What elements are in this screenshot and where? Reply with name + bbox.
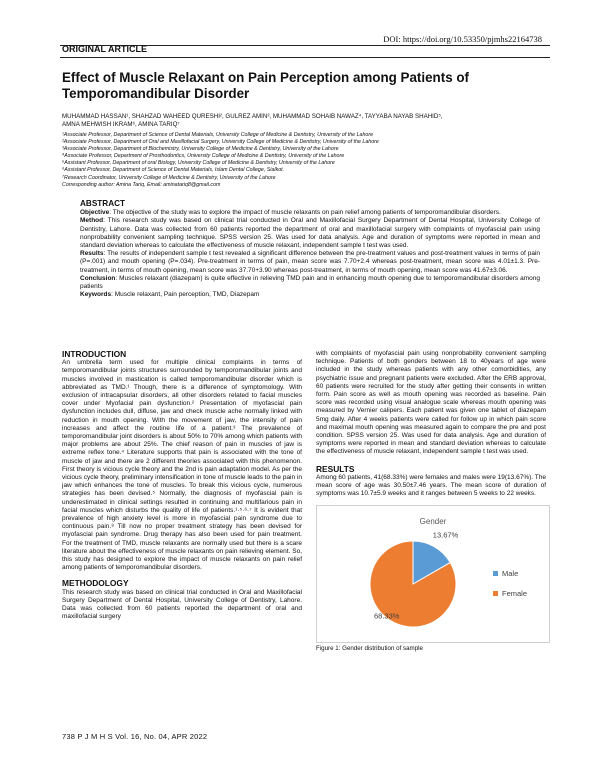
article-type: ORIGINAL ARTICLE [62,44,147,54]
author-line: MUHAMMAD HASSAN¹, SHAHZAD WAHEED QURESHI², GULREZ AMIN³, MUHAMMAD SOHAIB NAWAZ⁴, TAYYABA NAYAB SHAHID⁵, [62,113,443,120]
legend-swatch-female [493,591,498,596]
header-rule-lower [60,57,550,58]
conclusion-label: Conclusion [80,274,116,282]
affiliation: ⁷Research Coordinator, University College of Medicine & Dentistry, University of the Lahore [62,174,276,181]
affiliation: ⁶Assistant Professor, Department of Science of Dental Materials, Islam Dental College, Sialkot. [62,167,285,174]
affiliations [62,132,544,189]
abstract-method [80,217,540,250]
page-footer: 738 P J M H S Vol. 16, No. 04, APR 2022 [62,732,208,741]
corresponding-author: Corresponding author: Amina Tariq, Email: aminatariq8@gmail.com [62,181,221,188]
abstract-conclusion [80,275,540,291]
chart-legend [493,569,527,598]
results-text: : The results of independent sample t test revealed a significant difference between the pre-treatment values and post-treatment values in terms of pain (P=.001) and mouth opening (P=.034). Pre-treatment in terms of pain, mean score was 7.70+2.4 whereas post-treatment, mean score was 4.01±1.3. Pre-treatment, in terms of mouth opening, mean score was 37.70+3.90 whereas post-treatment, in terms of mouth opening, mean score was 41.67±3.06. [80,250,540,274]
abstract-results [80,250,540,275]
objective-text: : The objective of the study was to explore the impact of muscle relaxants on pain relief among patients of temporomandibular disorders. [109,209,501,217]
paper-title: Effect of Muscle Relaxant on Pain Perception among Patients of Temporomandibular Disorder [62,70,470,101]
author-line: AMNA MEHWISH IKRAM⁶, AMINA TARIQ⁷ [62,121,180,129]
affiliation: ⁴Associate Professor, Department of Prosthodontics, University College of Medicine & Dentistry, University of the Lahore [62,153,345,160]
method-text: : This research study was based on clinical trial conducted in Oral and Maxillofacial Surgery Department of Dental Hospital, University College of Dentistry, Lahore. Data was collected from 60 patients reported the department of oral and maxillofacial surgery with complaints of myofascial pain using nonprobability convenient sampling technique. SPSS version 25. Was used for data analysis. Age and duration of symptoms were reported in mean and standard deviation whereas to calculate the effectiveness of muscle relaxant, independent sample t test was used. [80,217,540,250]
affiliation: ¹Associate Professor, Department of Science of Dental Materials, University College of Medicine & Dentistry, University of the Lahore [62,132,374,138]
pie-chart-svg [317,506,549,642]
affiliation: ²Associate Professor, Department of Oral and Maxillofacial Surgery, University College of Medicine & Dentistry, University of the Lahore [62,139,379,146]
legend-label-male: Male [502,569,519,578]
data-label-male: 13.67% [432,530,459,540]
figure-caption: Figure 1: Gender distribution of sample [316,645,423,652]
methodology-heading: METHODOLOGY [62,578,129,589]
left-column [62,350,302,622]
introduction-heading: INTRODUCTION [62,349,127,359]
results-label: Results [80,250,104,258]
affiliation: ³Associate Professor, Department of Biochemistry, University College of Medicine & Dentistry, University of the Lahore [62,146,339,153]
method-label: Method [80,217,104,225]
author-list [62,113,544,130]
abstract-objective [80,209,540,217]
doi[interactable]: DOI: https://doi.org/10.53350/pjmhs22164738 [383,34,542,44]
abstract-heading: ABSTRACT [80,199,126,208]
abstract [62,200,540,299]
legend-label-female: Female [502,589,528,598]
gender-chart [316,505,550,643]
results-heading: RESULTS [316,463,355,474]
pie-slices [370,531,459,627]
keywords-label: Keywords [80,291,112,299]
conclusion-text: : Muscles relaxant (diazepam) is quite effective in relieving TMD pain and in enhancing mouth opening due to temporomandibular disorders among patients [80,274,540,291]
abstract-keywords [80,291,540,299]
chart-title: Gender [419,517,447,526]
results-text: Among 60 patients, 41(68.33%) were females and males were 19(13.67%). The mean score of age was 30.50±7.46 years. The mean score of duration of symptoms was 10.7±5.9 weeks and it ranges between 5 weeks to 22 weeks. [316,473,546,498]
methodology-text: This research study was based on clinical trial conducted in Oral and Maxillofacial Surgery Department of Dental Hospital, University College of Dentistry, Lahore. Data was collected from 60 patients reported the department of oral and maxillofacial surgery [62,588,302,621]
affiliation: ⁵Assistant Professor, Department of oral Biology, University College of Medicine & Dentistry, University of the Lahore [62,160,335,167]
keywords-text: : Muscle relaxant, Pain perception, TMD, Diazepam [111,291,260,299]
methodology-continued-text: with complaints of myofascial pain using nonprobability convenient sampling technique. Patients of both genders between 18 to 40years of age were included in the study whereas patients with any other comorbidities, any psychiatric issue and pregnant patients were excluded. After the ERB approval, 60 patients were recruited for the study after getting their consents in written form. Pain score as well as mouth opening was recorded as baseline. Pain score was recorded using visual analogue scale whereas mouth opening was measured by Vernier calipers. Each patient was given one tablet of diazepam 5mg daily. After 4 weeks patients were called for follow up in which pain score and maximal mouth opening was measured again to compare the pre and post condition. SPSS version 25. Was used for data analysis. Age and duration of symptoms were reported in mean and standard deviation whereas to calculate the effectiveness of muscle relaxant, independent sample t test was used. [316,350,546,456]
objective-label: Objective [80,209,110,217]
right-column [316,350,546,498]
introduction-text: An umbrella term used for multiple clinical complaints in terms of temporomandibular joints structures surrounded by temporomandibular joints and muscles involved in mastication is called temporomandibular disorder which is abbreviated as TMD.¹ Though, there is a difference of symptomology. With exclusion of intracapsular disorders, all other disorders related to facial muscles cover under Myofacial pain dysfunction.² Presentation of myofascial pain dysfunction includes dull, diffuse, jaw and check muscle ache normally linked with reduction in mouth opening. With the movement of jaw, the intensity of pain increases and affect the routine life of a patient.³ The prevalence of temporomandibular joint disorders is about 50% to 70% among which patients with major problems are about 25%. The chief reason of pain in muscles of jaw is extreme reflex tone.⁴ Literature supports that pain is associated with the tone of muscle of jaw and there are 2 different theories associated with this phenomenon. First theory is vicious cycle theory and the 2nd is pain adaptation model. As per the vicious cycle theory, preliminary intensification in tone of muscle leads to the pain in jaw which enhances the tone of muscles. To break this vicious cycle, numerous strategies has been devised.⁵ Normally, the diagnosis of myofascial pain is underestimated in clinical settings resulted in continuing and multifarious pain in facial muscles which disturbs the quality of life of patients.¹·⁵·⁶·⁷ It is evident that prevalence of high anxiety level is more in myofascial pain syndrome due to continuous pain.⁸ Till now no proper treatment strategy has been devised for myofascial pain syndrome. Drug therapy has also been used for pain treatment. For the treatment of TMD, muscle relaxants are normally used but there is a scare literature about the effectiveness of muscle relaxants on pain relieving element. So, this study has designed to explore the impact of muscle relaxants on pain relief among patients of temporomandibular disorders. [62,359,302,572]
data-label-female: 68.33% [374,611,400,621]
legend-swatch-male [493,571,498,576]
